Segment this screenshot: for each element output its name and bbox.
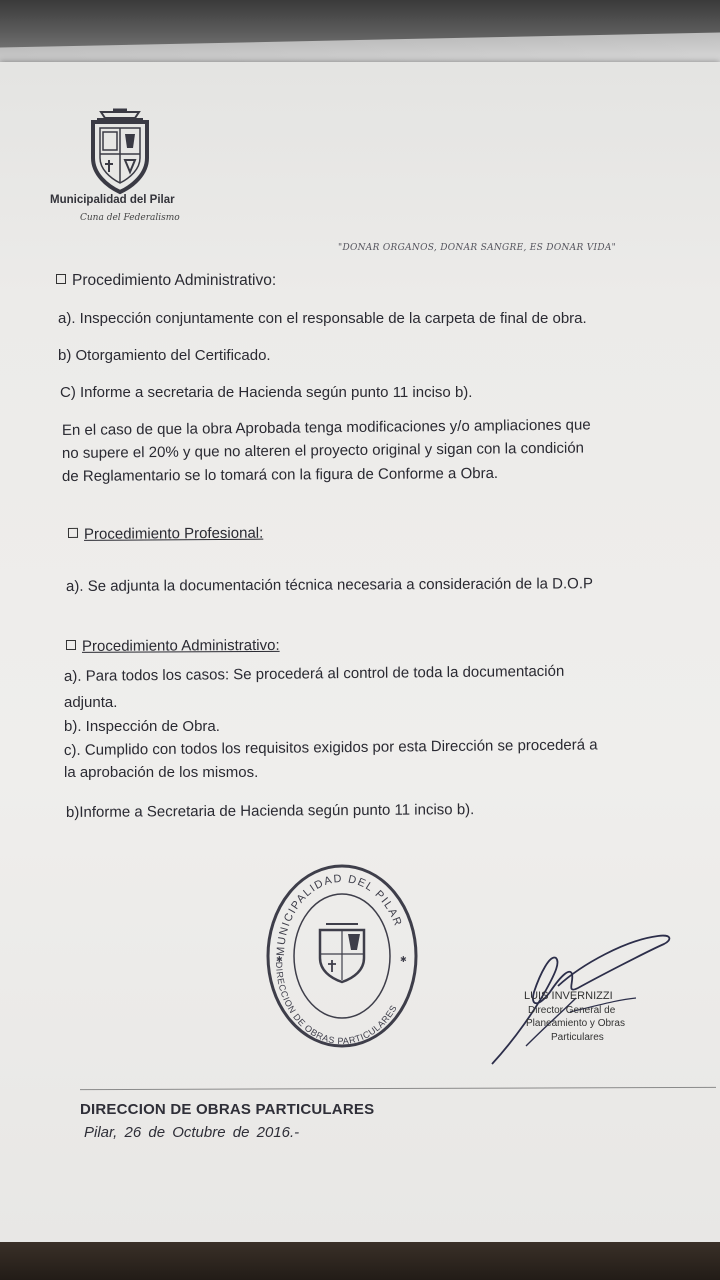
photo-background-bottom [0, 1242, 720, 1280]
admin-item-a: a). Inspección conjuntamente con el responsable de la carpeta de final de obra. [58, 310, 587, 327]
document-page [0, 62, 720, 1242]
admin-heading-1 [56, 272, 276, 290]
admin-item-c: C) Informe a secretaria de Hacienda según punto 11 inciso b). [60, 384, 473, 401]
signer-name: LUIS INVERNIZZI [524, 990, 613, 1002]
checkbox-bullet-icon [56, 274, 66, 284]
footer-date: Pilar, 26 de Octubre de 2016.- [84, 1124, 300, 1141]
admin2-item-d: b)Informe a Secretaria de Hacienda según punto 11 inciso b). [65, 801, 475, 821]
coat-of-arms-logo [75, 106, 165, 198]
checkbox-bullet-icon [68, 528, 78, 538]
admin-item-b: b) Otorgamiento del Certificado. [58, 347, 271, 364]
signer-title-line-3: Particulares [551, 1032, 604, 1043]
municipality-name: Municipalidad del Pilar [50, 194, 175, 206]
paragraph-line-2: no supere el 20% y que no alteren el proyecto original y sigan con la condición [61, 439, 585, 462]
svg-text:✱: ✱ [276, 955, 283, 964]
paragraph-line-3: de Reglamentario se lo tomará con la figura de Conforme a Obra. [61, 464, 499, 485]
official-stamp [262, 858, 422, 1054]
municipality-subtitle: Cuna del Federalismo [80, 213, 180, 223]
admin-heading-2 [66, 637, 280, 655]
admin2-item-b: b). Inspección de Obra. [64, 718, 220, 735]
checkbox-bullet-icon [66, 640, 76, 650]
signer-title-line-1: Director General de [528, 1005, 616, 1016]
footer-divider [80, 1087, 716, 1090]
admin2-item-c-line-1: c). Cumplido con todos los requisitos exigidos por esta Dirección se procederá a [63, 736, 598, 759]
prof-heading [68, 525, 263, 543]
prof-heading-text: Procedimiento Profesional: [83, 524, 264, 543]
signer-title-line-2: Planeamiento y Obras [526, 1018, 625, 1029]
admin2-item-a-line-2: adjunta. [64, 694, 118, 711]
admin2-item-c-line-2: la aprobación de los mismos. [64, 764, 259, 781]
paragraph-line-1: En el caso de que la obra Aprobada tenga modificaciones y/o ampliaciones que [61, 416, 591, 439]
prof-item-a: a). Se adjunta la documentación técnica necesaria a consideración de la D.O.P [65, 575, 594, 595]
admin-heading-2-text: Procedimiento Administrativo: [81, 636, 280, 655]
stamp-top-text: MUNICIPALIDAD DEL PILAR [274, 872, 405, 957]
stamp-bottom-text: DIRECCION DE OBRAS PARTICULARES [273, 961, 399, 1047]
header-motto: "DONAR ORGANOS, DONAR SANGRE, ES DONAR VIDA" [338, 243, 617, 253]
svg-text:✱: ✱ [400, 955, 407, 964]
admin-heading-1-text: Procedimiento Administrativo: [72, 272, 277, 289]
footer-department: DIRECCION DE OBRAS PARTICULARES [80, 1101, 375, 1118]
admin2-item-a-line-1: a). Para todos los casos: Se procederá al control de toda la documentación [63, 662, 565, 685]
